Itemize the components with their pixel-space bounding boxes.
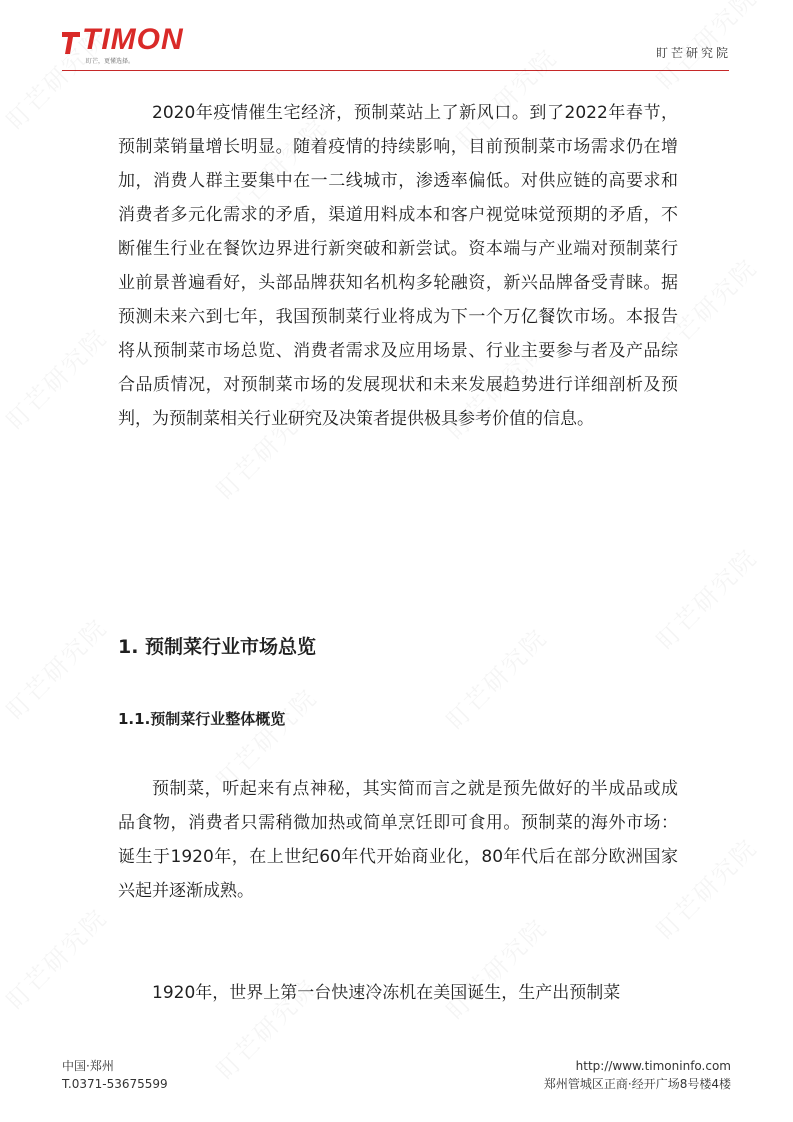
page-header: [0, 0, 793, 74]
intro-paragraph: 2020年疫情催生宅经济，预制菜站上了新风口。到了2022年春节，预制菜销量增长明显。随着疫情的持续影响，目前预制菜市场需求仍在增加，消费人群主要集中在一二线城市，渗透率偏低。对供应链的高要求和消费者多元化需求的矛盾，渠道用料成本和客户视觉味觉预期的矛盾，不断催生行业在餐饮边界进行新突破和新尝试。资本端与产业端对预制菜行业前景普遍看好，头部品牌获知名机构多轮融资，新兴品牌备受青睐。据预测未来六到七年，我国预制菜行业将成为下一个万亿餐饮市场。本报告将从预制菜市场总览、消费者需求及应用场景、行业主要参与者及产品综合品质情况，对预制菜市场的发展现状和未来发展趋势进行详细剖析及预判，为预制菜相关行业研究及决策者提供极具参考价值的信息。: [118, 103, 678, 429]
section-heading-1: 1. 预制菜行业市场总览: [118, 636, 317, 658]
watermark: [647, 539, 764, 656]
footer-url[interactable]: http://www.timoninfo.com: [575, 1059, 731, 1073]
definition-paragraph: 预制菜，听起来有点神秘，其实简而言之就是预先做好的半成品或成品食物，消费者只需稍微加热或简单烹饪即可食用。预制菜的海外市场：诞生于1920年，在上世纪60年代开始商业化，80年代后在部分欧洲国家兴起并逐渐成熟。: [118, 779, 678, 901]
logo-slogan: 盯芒，更懂选择。: [86, 58, 135, 65]
timon-logo: [60, 22, 190, 68]
header-divider: [62, 70, 729, 71]
footer-address-block: [544, 1057, 731, 1093]
footer-contact: [62, 1057, 168, 1093]
watermark: [437, 619, 554, 736]
footer-phone: T.0371-53675599: [62, 1077, 168, 1091]
header-title: 盯芒研究院: [655, 46, 731, 60]
footer-address: 郑州管城区正商·经开广场8号楼4楼: [543, 1077, 731, 1091]
footer-location: 中国·郑州: [62, 1059, 114, 1073]
logo-wordmark: TIMON: [82, 23, 184, 56]
watermark: [0, 609, 113, 726]
history-paragraph: 1920年，世界上第一台快速冷冻机在美国诞生，生产出预制菜: [152, 983, 621, 1003]
watermark: [0, 899, 113, 1016]
logo-mark-icon: [60, 28, 82, 56]
watermark: [0, 319, 113, 436]
subsection-heading-1-1: 1.1.预制菜行业整体概览: [118, 710, 286, 728]
